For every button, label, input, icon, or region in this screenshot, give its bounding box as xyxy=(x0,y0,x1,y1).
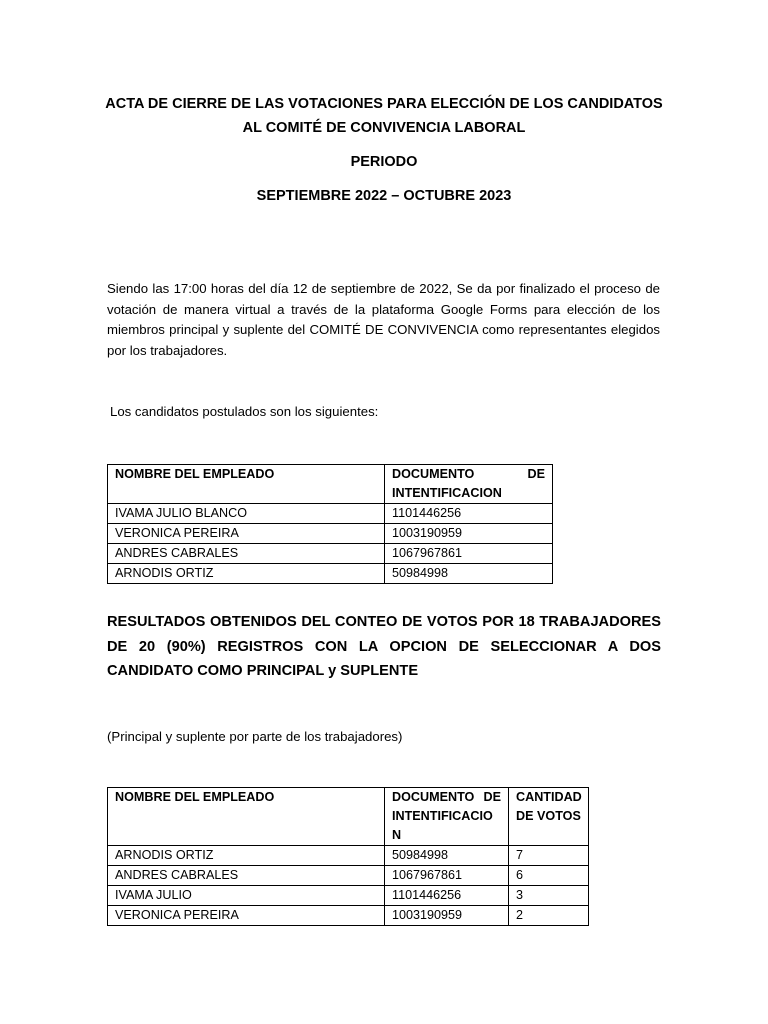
table-row xyxy=(108,504,553,524)
table-header-row xyxy=(108,465,553,504)
cell-document: 1101446256 xyxy=(385,504,553,524)
cell-name: VERONICA PEREIRA xyxy=(108,906,385,926)
results-heading: RESULTADOS OBTENIDOS DEL CONTEO DE VOTOS POR 18 TRABAJADORES DE 20 (90%) REGISTROS CON LA OPCION DE SELECCIONAR A DOS CANDIDATO COMO PRINCIPAL y SUPLENTE xyxy=(107,614,661,679)
cell-votes: 7 xyxy=(509,846,589,866)
cell-name: IVAMA JULIO BLANCO xyxy=(108,504,385,524)
cell-document: 1003190959 xyxy=(385,906,509,926)
cell-name: ANDRES CABRALES xyxy=(108,544,385,564)
table-row xyxy=(108,524,553,544)
intro-paragraph xyxy=(107,279,660,361)
table-row xyxy=(108,866,589,886)
period-label: PERIODO xyxy=(350,154,418,170)
cell-document: 1067967861 xyxy=(385,866,509,886)
candidates-table xyxy=(107,464,553,584)
cell-name: ANDRES CABRALES xyxy=(108,866,385,886)
results-note: (Principal y suplente por parte de los trabajadores) xyxy=(107,729,403,744)
cell-votes: 3 xyxy=(509,886,589,906)
cell-document: 50984998 xyxy=(385,846,509,866)
cell-name: ARNODIS ORTIZ xyxy=(108,564,385,584)
table-row xyxy=(108,564,553,584)
candidates-intro: Los candidatos postulados son los siguientes: xyxy=(110,404,379,419)
intro-text: Siendo las 17:00 horas del día 12 de septiembre de 2022, Se da por finalizado el proceso de votación de manera virtual a través de la plataforma Google Forms para elección de los miembros principal y suplente del COMITÉ DE CONVIVENCIA como representantes elegidos por los trabajadores. xyxy=(107,281,660,358)
table-row xyxy=(108,544,553,564)
table-row xyxy=(108,846,589,866)
cell-name: IVAMA JULIO xyxy=(108,886,385,906)
column-header-name: NOMBRE DEL EMPLEADO xyxy=(108,788,385,846)
results-table xyxy=(107,787,589,926)
column-header-votes: CANTIDAD DE VOTOS xyxy=(509,788,589,846)
cell-document: 50984998 xyxy=(385,564,553,584)
table-row xyxy=(108,886,589,906)
cell-votes: 2 xyxy=(509,906,589,926)
cell-document: 1101446256 xyxy=(385,886,509,906)
cell-votes: 6 xyxy=(509,866,589,886)
cell-name: VERONICA PEREIRA xyxy=(108,524,385,544)
cell-document: 1067967861 xyxy=(385,544,553,564)
column-header-name: NOMBRE DEL EMPLEADO xyxy=(108,465,385,504)
column-header-document: DOCUMENTO DE INTENTIFICACIO N xyxy=(385,788,509,846)
title-line-1: ACTA DE CIERRE DE LAS VOTACIONES PARA ELECCIÓN DE LOS CANDIDATOS xyxy=(105,96,663,112)
column-header-document: DOCUMENTO DE INTENTIFICACION xyxy=(385,465,553,504)
cell-name: ARNODIS ORTIZ xyxy=(108,846,385,866)
cell-document: 1003190959 xyxy=(385,524,553,544)
table-row xyxy=(108,906,589,926)
title-line-2: AL COMITÉ DE CONVIVENCIA LABORAL xyxy=(242,120,526,136)
table-header-row xyxy=(108,788,589,846)
period-range: SEPTIEMBRE 2022 – OCTUBRE 2023 xyxy=(256,188,512,204)
